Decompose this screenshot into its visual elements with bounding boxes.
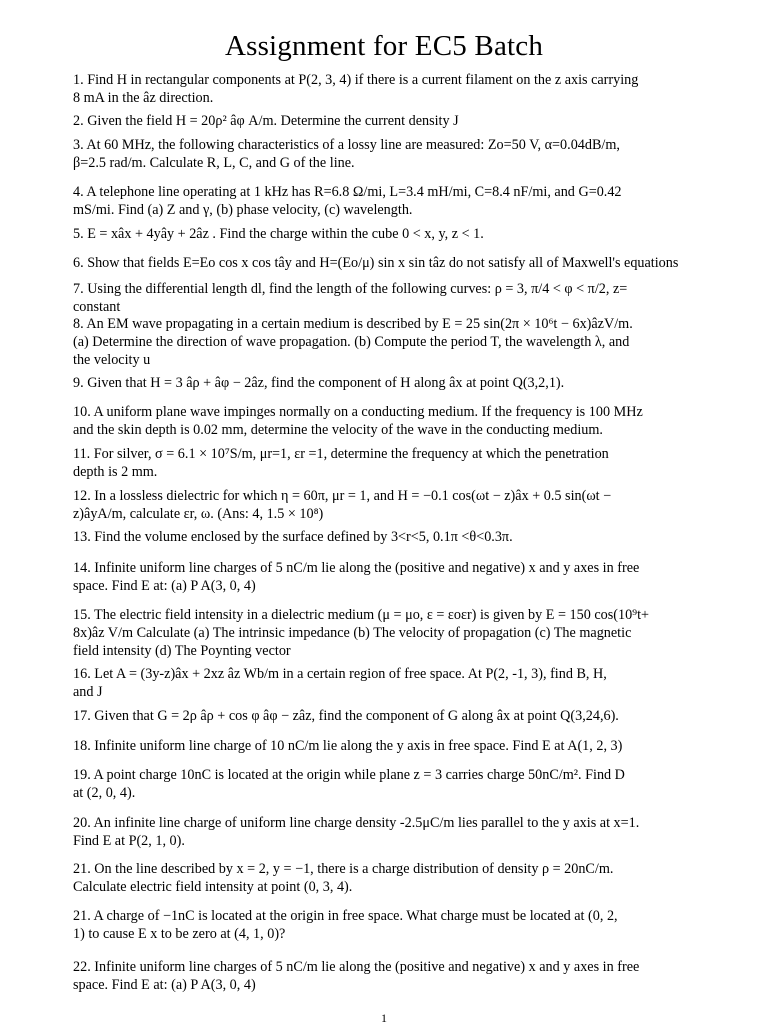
question-line: 4. A telephone line operating at 1 kHz has R=6.8 Ω/mi, L=3.4 mH/mi, C=8.4 nF/mi, and G=0.42 — [73, 184, 622, 200]
question-3 — [73, 136, 731, 172]
question-10 — [73, 403, 731, 439]
question-line: (a) Determine the direction of wave propagation. (b) Compute the period T, the wavelength λ, and — [73, 334, 630, 350]
question-line: 20. An infinite line charge of uniform line charge density -2.5μC/m lies parallel to the y axis at x=1. — [73, 815, 640, 831]
question-line: 18. Infinite uniform line charge of 10 nC/m lie along the y axis in free space. Find E at A(1, 2, 3) — [73, 738, 623, 754]
question-17 — [73, 707, 731, 725]
question-line: β=2.5 rad/m. Calculate R, L, C, and G of the line. — [73, 155, 355, 171]
question-line: 2. Given the field H = 20ρ² âφ A/m. Determine the current density J — [73, 113, 459, 129]
question-line: constant — [73, 299, 121, 315]
question-15 — [73, 606, 731, 660]
question-line: 6. Show that fields E=Eo cos x cos tây and H=(Eo/μ) sin x sin tâz do not satisfy all of Maxwell's equations — [73, 255, 679, 271]
question-line: 22. Infinite uniform line charges of 5 nC/m lie along the (positive and negative) x and y axes in free — [73, 959, 640, 975]
question-21b — [73, 907, 731, 943]
question-line: and J — [73, 684, 103, 700]
question-line: 16. Let A = (3y-z)âx + 2xz âz Wb/m in a certain region of free space. At P(2, -1, 3), find B, H, — [73, 666, 607, 682]
question-line: 1. Find H in rectangular components at P(2, 3, 4) if there is a current filament on the z axis carrying — [73, 72, 639, 88]
question-line: 10. A uniform plane wave impinges normally on a conducting medium. If the frequency is 100 MHz — [73, 404, 643, 420]
question-4 — [73, 183, 731, 219]
question-8 — [73, 315, 731, 369]
question-line: 8. An EM wave propagating in a certain medium is described by E = 25 sin(2π × 10⁶t − 6x)âzV/m. — [73, 316, 633, 332]
question-line: Find E at P(2, 1, 0). — [73, 833, 185, 849]
question-13 — [73, 528, 731, 546]
question-12 — [73, 487, 731, 523]
question-18 — [73, 737, 731, 755]
question-line: 1) to cause E x to be zero at (4, 1, 0)? — [73, 926, 286, 942]
question-16 — [73, 665, 731, 701]
question-5 — [73, 225, 731, 243]
question-line: 5. E = xâx + 4yây + 2âz . Find the charge within the cube 0 < x, y, z < 1. — [73, 226, 484, 242]
question-line: 8 mA in the âz direction. — [73, 90, 214, 106]
question-7 — [73, 280, 731, 316]
question-line: and the skin depth is 0.02 mm, determine the velocity of the wave in the conducting medium. — [73, 422, 603, 438]
question-line: 8x)âz V/m Calculate (a) The intrinsic impedance (b) The velocity of propagation (c) The magnetic — [73, 625, 632, 641]
question-22 — [73, 958, 731, 994]
question-6 — [73, 254, 731, 272]
question-9 — [73, 374, 731, 392]
question-line: 13. Find the volume enclosed by the surface defined by 3<r<5, 0.1π <θ<0.3π. — [73, 529, 513, 545]
question-1 — [73, 71, 731, 107]
question-line: depth is 2 mm. — [73, 464, 158, 480]
question-19 — [73, 766, 731, 802]
question-2 — [73, 112, 731, 130]
question-line: Calculate electric field intensity at point (0, 3, 4). — [73, 879, 353, 895]
question-line: the velocity u — [73, 352, 151, 368]
question-11 — [73, 445, 731, 481]
question-line: at (2, 0, 4). — [73, 785, 136, 801]
question-line: field intensity (d) The Poynting vector — [73, 643, 291, 659]
question-line: 15. The electric field intensity in a dielectric medium (μ = μo, ε = εoεr) is given by E = 150 cos(10⁹t+ — [73, 607, 650, 623]
question-line: 21. A charge of −1nC is located at the origin in free space. What charge must be located at (0, 2, — [73, 908, 618, 924]
question-line: 9. Given that H = 3 âρ + âφ − 2âz, find the component of H along âx at point Q(3,2,1). — [73, 375, 565, 391]
question-line: mS/mi. Find (a) Z and γ, (b) phase velocity, (c) wavelength. — [73, 202, 413, 218]
question-line: 21. On the line described by x = 2, y = −1, there is a charge distribution of density ρ = 20nC/m. — [73, 861, 614, 877]
question-14 — [73, 559, 731, 595]
question-line: 3. At 60 MHz, the following characteristics of a lossy line are measured: Zo=50 V, α=0.04dB/m, — [73, 137, 620, 153]
question-line: 19. A point charge 10nC is located at the origin while plane z = 3 carries charge 50nC/m². Find D — [73, 767, 625, 783]
question-line: z)âyA/m, calculate εr, ω. (Ans: 4, 1.5 × 10⁸) — [73, 506, 324, 522]
question-21 — [73, 860, 731, 896]
question-line: 14. Infinite uniform line charges of 5 nC/m lie along the (positive and negative) x and y axes in free — [73, 560, 640, 576]
question-line: 12. In a lossless dielectric for which η = 60π, μr = 1, and H = −0.1 cos(ωt − z)âx + 0.5 sin(ωt − — [73, 488, 612, 504]
question-20 — [73, 814, 731, 850]
question-line: 17. Given that G = 2ρ âρ + cos φ âφ − zâz, find the component of G along âx at point Q(3,24,6). — [73, 708, 619, 724]
page-number: 1 — [381, 1011, 387, 1025]
document-title: Assignment for EC5 Batch — [224, 30, 544, 62]
question-line: 11. For silver, σ = 6.1 × 10⁷S/m, μr=1, εr =1, determine the frequency at which the penetration — [73, 446, 609, 462]
question-line: space. Find E at: (a) P A(3, 0, 4) — [73, 977, 256, 993]
question-line: space. Find E at: (a) P A(3, 0, 4) — [73, 578, 256, 594]
question-line: 7. Using the differential length dl, find the length of the following curves: ρ = 3, π/4 < φ < π/2, z= — [73, 281, 628, 297]
